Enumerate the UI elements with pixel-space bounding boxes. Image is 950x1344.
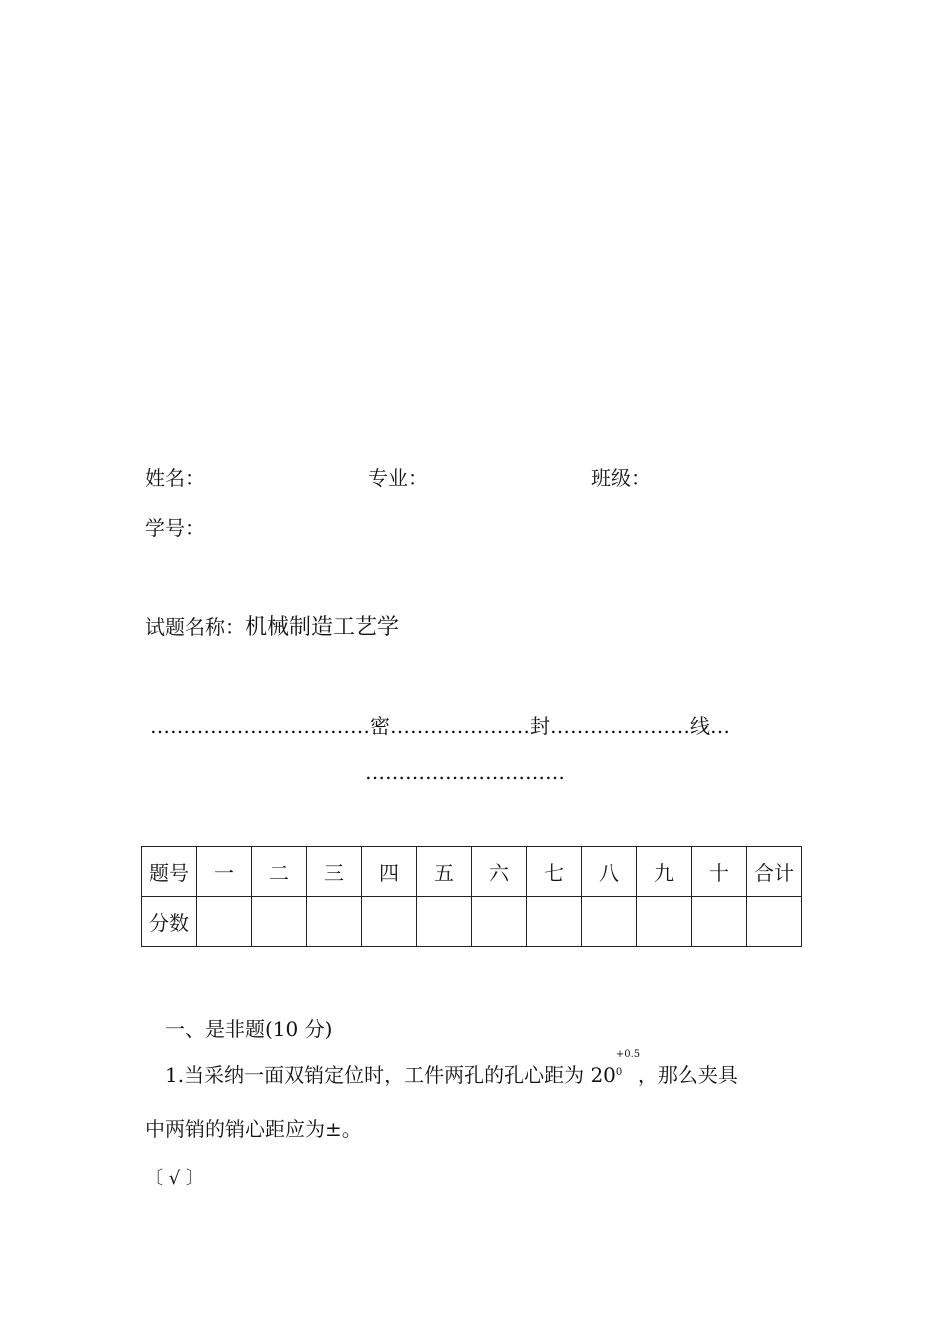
header-cell: 七 xyxy=(527,847,582,897)
score-cell[interactable] xyxy=(417,897,472,947)
question-1-text-a: 1.当采纳一面双销定位时，工件两孔的孔心距为 20 xyxy=(165,1063,616,1087)
exam-title xyxy=(145,610,399,641)
header-cell: 一 xyxy=(197,847,252,897)
name-label: 姓名： xyxy=(145,466,205,490)
answer-bracket: 〔 √ 〕 xyxy=(145,1168,204,1189)
score-cell[interactable] xyxy=(252,897,307,947)
tolerance xyxy=(615,1049,641,1083)
score-row-label: 分数 xyxy=(142,897,197,947)
question-1-line-2: 中两销的销心距应为±。 xyxy=(145,1117,362,1141)
header-cell: 五 xyxy=(417,847,472,897)
header-cell: 八 xyxy=(582,847,637,897)
header-cell: 九 xyxy=(637,847,692,897)
score-table xyxy=(141,846,802,947)
score-cell[interactable] xyxy=(527,897,582,947)
seal-line-2: ………………………… xyxy=(365,760,565,784)
header-cell: 三 xyxy=(307,847,362,897)
header-cell: 十 xyxy=(692,847,747,897)
question-1-line-1 xyxy=(165,1049,738,1088)
exam-title-label: 试题名称： xyxy=(145,615,245,639)
class-label: 班级： xyxy=(591,466,651,490)
score-cell[interactable] xyxy=(637,897,692,947)
tolerance-upper: +0.5 xyxy=(615,1049,641,1060)
score-cell[interactable] xyxy=(747,897,802,947)
major-label: 专业： xyxy=(368,466,428,490)
header-cell: 二 xyxy=(252,847,307,897)
student-id-label: 学号： xyxy=(145,516,205,540)
section-heading: 一、是非题(10 分) xyxy=(165,1017,333,1041)
tolerance-lower: 0 xyxy=(615,1067,623,1078)
score-cell[interactable] xyxy=(307,897,362,947)
seal-line-1: ……………………………密…………………封…………………线… xyxy=(150,714,730,738)
score-cell[interactable] xyxy=(362,897,417,947)
header-cell: 四 xyxy=(362,847,417,897)
header-cell: 题号 xyxy=(142,847,197,897)
score-table-score-row xyxy=(142,897,802,947)
score-cell[interactable] xyxy=(692,897,747,947)
question-1-text-b: ，那么夹具 xyxy=(637,1063,738,1087)
score-cell[interactable] xyxy=(472,897,527,947)
score-cell[interactable] xyxy=(197,897,252,947)
score-cell[interactable] xyxy=(582,897,637,947)
score-table-header-row xyxy=(142,847,802,897)
exam-title-value: 机械制造工艺学 xyxy=(245,615,400,640)
header-cell: 合计 xyxy=(747,847,802,897)
header-cell: 六 xyxy=(472,847,527,897)
